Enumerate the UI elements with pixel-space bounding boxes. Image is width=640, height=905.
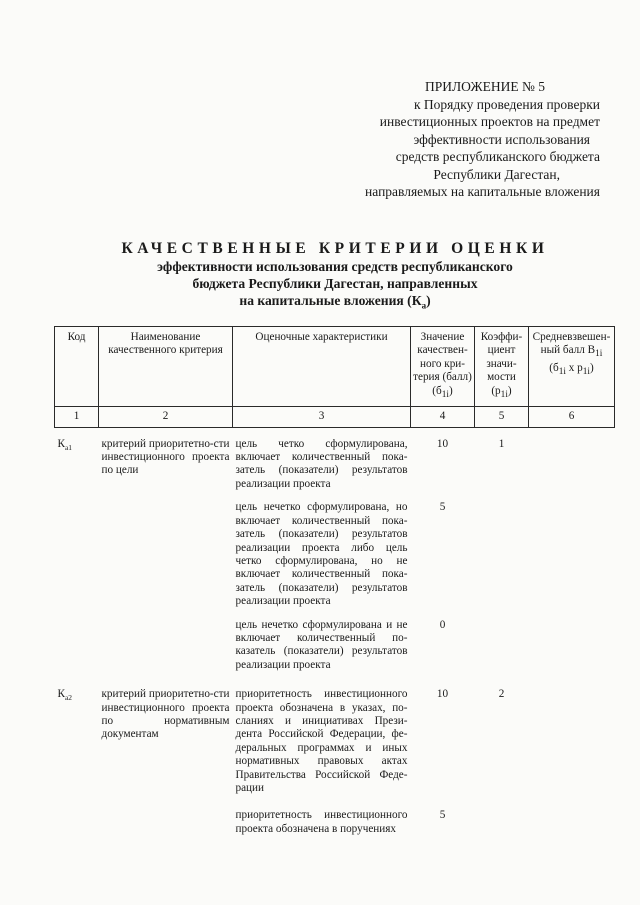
appendix-header bbox=[300, 78, 600, 201]
column-number: 6 bbox=[529, 407, 615, 427]
appendix-line: ПРИЛОЖЕНИЕ № 5 bbox=[424, 79, 546, 94]
criterion-option: цель нечетко сформулирована, но включает количественный пока-затель (показатели) результатов реализации проекта либо цель четко сформулирована, но не включает количественный пока-затель (показатели) результатов реализации проекта bbox=[235, 501, 408, 608]
table-row bbox=[55, 619, 615, 673]
table-header-row bbox=[55, 327, 615, 407]
table-row bbox=[55, 809, 615, 836]
appendix-line: средств республиканского бюджета bbox=[395, 149, 600, 164]
criterion-value: 10 bbox=[436, 688, 449, 701]
criterion-value: 0 bbox=[439, 618, 446, 631]
criterion-option: цель четко сформулирована, включает количественный пока-затель (показатели) результатов реализации проекта bbox=[235, 437, 408, 490]
header-value: Значение качествен-ного кри-терия (балл) $(б_{1i})$ bbox=[411, 327, 475, 407]
column-number: 1 bbox=[55, 407, 99, 427]
header-weighted-average: Средневзвешен-ный балл $B_{1i}$ ($б_{1i}$ x $p_{1i}$) bbox=[529, 327, 615, 407]
criterion-value: 5 bbox=[439, 809, 446, 822]
column-number-row bbox=[55, 407, 615, 427]
criterion-value: 10 bbox=[436, 437, 449, 450]
header-coefficient: Коэффи-циент значи-мости $(p_{1i})$ bbox=[475, 327, 529, 407]
criterion-option: приоритетность инвестиционного проекта обозначена в поручениях bbox=[235, 809, 408, 835]
column-number: 5 bbox=[475, 407, 529, 427]
document-title bbox=[0, 240, 640, 315]
title-main: КАЧЕСТВЕННЫЕ КРИТЕРИИ ОЦЕНКИ bbox=[121, 240, 549, 257]
criterion-value: 5 bbox=[439, 501, 446, 514]
header-code: Код bbox=[55, 327, 99, 407]
table-row bbox=[55, 501, 615, 608]
criterion-coefficient: 1 bbox=[498, 437, 505, 450]
appendix-line: инвестиционных проектов на предмет bbox=[379, 114, 600, 129]
title-line: бюджета Республики Дагестан, направленных bbox=[192, 276, 478, 291]
header-characteristics: Оценочные характеристики bbox=[233, 327, 411, 407]
criterion-weighted bbox=[529, 688, 615, 795]
appendix-line: направляемых на капитальные вложения bbox=[365, 184, 600, 199]
appendix-line: эффективности использования bbox=[413, 131, 590, 147]
criterion-option: приоритетность инвестиционного проекта обозначена в указах, по-сланиях и инициативах Прези-дента Российской Федерации, фе-деральных программах и иных нормативных правовых актах Правительства Российской Феде-рации bbox=[235, 688, 408, 795]
table-row bbox=[55, 688, 615, 795]
criterion-option: цель нечетко сформулирована и не включает количественный по-казатель (показатели) результатов реализации проекта bbox=[235, 618, 408, 671]
criteria-table bbox=[54, 326, 615, 836]
title-line: на капитальные вложения $(К_а)$ bbox=[239, 293, 431, 311]
table-row bbox=[55, 438, 615, 492]
column-number: 3 bbox=[233, 407, 411, 427]
column-number: 2 bbox=[99, 407, 233, 427]
column-number: 4 bbox=[411, 407, 475, 427]
appendix-line: к Порядку проведения проверки bbox=[413, 96, 600, 112]
criterion-name: критерий приоритетно-сти инвестиционного проекта по нормативным документам bbox=[101, 688, 230, 741]
criterion-coefficient: 2 bbox=[498, 688, 505, 701]
title-line: эффективности использования средств республиканского bbox=[157, 259, 513, 274]
criterion-code: $К_{а1}$ bbox=[57, 437, 73, 452]
appendix-line: Республики Дагестан, bbox=[433, 166, 560, 182]
criterion-code: $К_{а2}$ bbox=[57, 688, 73, 703]
criterion-name: критерий приоритетно-сти инвестиционного проекта по цели bbox=[101, 437, 230, 477]
header-name: Наименование качественного критерия bbox=[99, 327, 233, 407]
criterion-weighted bbox=[529, 438, 615, 492]
